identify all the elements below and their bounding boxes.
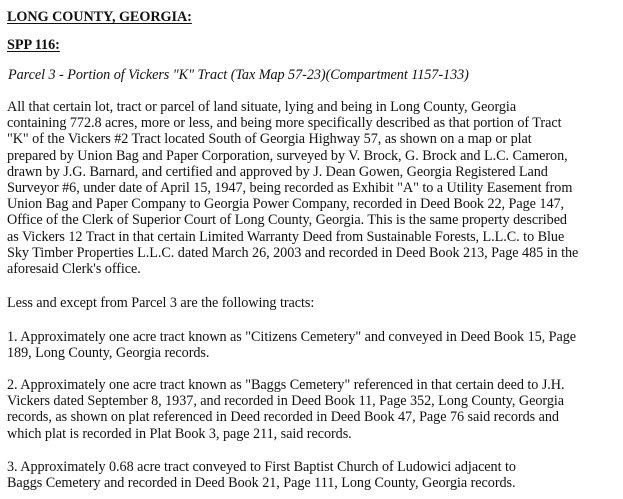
description-line: aforesaid Clerk's office. [7,261,141,278]
description-line: All that certain lot, tract or parcel of land situate, lying and being in Long County, Georgia [7,99,517,115]
exception-line: records, as shown on plat referenced in Deed recorded in Deed Book 47, Page 76 said records and [7,409,559,426]
exception-line: 189, Long County, Georgia records. [7,345,210,362]
exception-item-2 [7,377,621,442]
exception-line: which plat is recorded in Plat Book 3, page 211, said records. [7,425,352,442]
description-line: containing 772.8 acres, more or less, and being more specifically described as that portion of Tract [7,115,562,132]
exception-line: 3. Approximately 0.68 acre tract conveyed to First Baptist Church of Ludowici adjacent to [7,459,516,475]
exception-item-3 [7,459,621,491]
description-line: Surveyor #6, under date of April 15, 1947, being recorded as Exhibit "A" to a Utility Easement from [7,180,573,197]
spp-heading: SPP 116: [7,37,60,53]
exception-item-1 [7,329,621,361]
description-line: "K" of the Vickers #2 Tract located South of Georgia Highway 57, as shown on a map or plat [7,131,532,148]
exception-line: Baggs Cemetery and recorded in Deed Book 21, Page 111, Long County, Georgia records. [7,475,516,492]
exception-line: 2. Approximately one acre tract known as "Baggs Cemetery" referenced in that certain deed to J.H. [7,377,565,393]
exception-line: Vickers dated September 8, 1937, and recorded in Deed Book 11, Page 352, Long County, Georgia [7,393,565,410]
description-line: as Vickers 12 Tract in that certain Limited Warranty Deed from Sustainable Forests, L.L.C. to Blue [7,228,565,245]
description-line: Union Bag and Paper Company to Georgia Power Company, recorded in Deed Book 22, Page 147, [7,196,565,213]
description-line: prepared by Union Bag and Paper Corporation, surveyed by V. Brock, G. Brock and L.C. Cameron, [7,147,568,164]
description-paragraph [7,99,621,277]
exceptions-intro: Less and except from Parcel 3 are the following tracts: [7,295,315,311]
description-line: Office of the Clerk of Superior Court of Long County, Georgia. This is the same property described [7,212,567,229]
description-line: Sky Timber Properties L.L.C. dated March 26, 2003 and recorded in Deed Book 213, Page 485 in the [7,244,579,261]
parcel-title: Parcel 3 - Portion of Vickers "K" Tract (Tax Map 57-23)(Compartment 1157-133) [8,67,469,83]
exception-line: 1. Approximately one acre tract known as "Citizens Cemetery" and conveyed in Deed Book 15, Page [7,329,577,345]
description-line: drawn by J.G. Barnard, and certified and approved by J. Dean Gowen, Georgia Registered Land [7,163,548,180]
county-heading: LONG COUNTY, GEORGIA: [7,9,192,25]
